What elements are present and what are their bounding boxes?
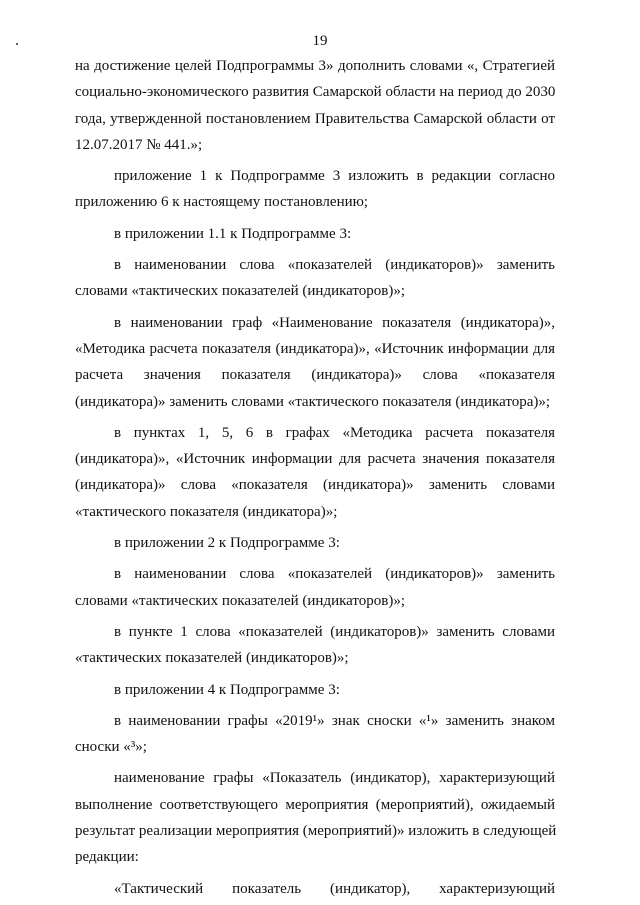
- paragraph: [75, 221, 555, 247]
- text-line: в наименовании слова «показателей (индикаторов)» заменить: [114, 257, 555, 274]
- text-line: в наименовании слова «показателей (индикаторов)» заменить: [114, 566, 555, 583]
- text-line: результат реализации мероприятия (мероприятий)» изложить в следующей: [75, 823, 557, 840]
- text-line: словами «тактических показателей (индикаторов)»;: [75, 283, 406, 300]
- paragraph: [75, 876, 555, 902]
- text-line: сноски «³»;: [75, 739, 147, 756]
- text-line: приложение 1 к Подпрограмме 3 изложить в редакции согласно: [114, 168, 555, 185]
- text-line: расчета значения показателя (индикатора)» слова «показателя: [75, 367, 555, 384]
- paragraph: [75, 619, 555, 672]
- text-line: социально-экономического развития Самарской области на период до 2030: [75, 84, 556, 101]
- page-number: 19: [312, 33, 328, 49]
- text-line: (индикатора)», «Источник информации для расчета значения показателя: [75, 451, 555, 468]
- text-line: «тактического показателя (индикатора)»;: [75, 503, 338, 520]
- paragraph: [75, 252, 555, 305]
- text-line: в пункте 1 слова «показателей (индикаторов)» заменить словами: [114, 623, 555, 640]
- text-line: выполнение соответствующего мероприятия (мероприятий), ожидаемый: [75, 796, 555, 813]
- text-line: года, утвержденной постановлением Правительства Самарской области от: [75, 110, 555, 127]
- text-line: в наименовании граф «Наименование показателя (индикатора)»,: [114, 314, 555, 331]
- paragraph: [75, 561, 555, 614]
- text-line: в приложении 1.1 к Подпрограмме 3:: [114, 225, 352, 242]
- text-line: «тактических показателей (индикаторов)»;: [75, 650, 349, 667]
- paragraph: [75, 420, 555, 525]
- paragraph: [75, 530, 555, 556]
- text-line: (индикатора)» слова «показателя (индикатора)» заменить словами: [75, 477, 555, 494]
- text-line: редакции:: [75, 849, 139, 866]
- text-line: на достижение целей Подпрограммы 3» дополнить словами «, Стратегией: [75, 58, 555, 74]
- paragraph: [75, 677, 555, 703]
- paragraph: [75, 708, 555, 761]
- paragraph: [75, 310, 555, 415]
- paragraph: [75, 765, 555, 870]
- text-line: «Методика расчета показателя (индикатора)», «Источник информации для: [75, 340, 555, 357]
- paragraph: [75, 163, 555, 216]
- text-line: в приложении 4 к Подпрограмме 3:: [114, 681, 340, 698]
- text-line: «Тактический показатель (индикатор), характеризующий: [114, 880, 555, 897]
- document-body: [75, 53, 555, 902]
- text-line: в приложении 2 к Подпрограмме 3:: [114, 535, 340, 552]
- text-line: словами «тактических показателей (индикаторов)»;: [75, 592, 406, 609]
- text-line: приложению 6 к настоящему постановлению;: [75, 194, 368, 211]
- text-line: (индикатора)» заменить словами «тактического показателя (индикатора)»;: [75, 393, 551, 410]
- paragraph: [75, 53, 555, 158]
- text-line: в пунктах 1, 5, 6 в графах «Методика расчета показателя: [114, 424, 555, 441]
- text-line: в наименовании графы «2019¹» знак сноски «¹» заменить знаком: [114, 712, 555, 729]
- text-line: 12.07.2017 № 441.»;: [75, 136, 203, 153]
- text-line: наименование графы «Показатель (индикатор), характеризующий: [114, 770, 555, 787]
